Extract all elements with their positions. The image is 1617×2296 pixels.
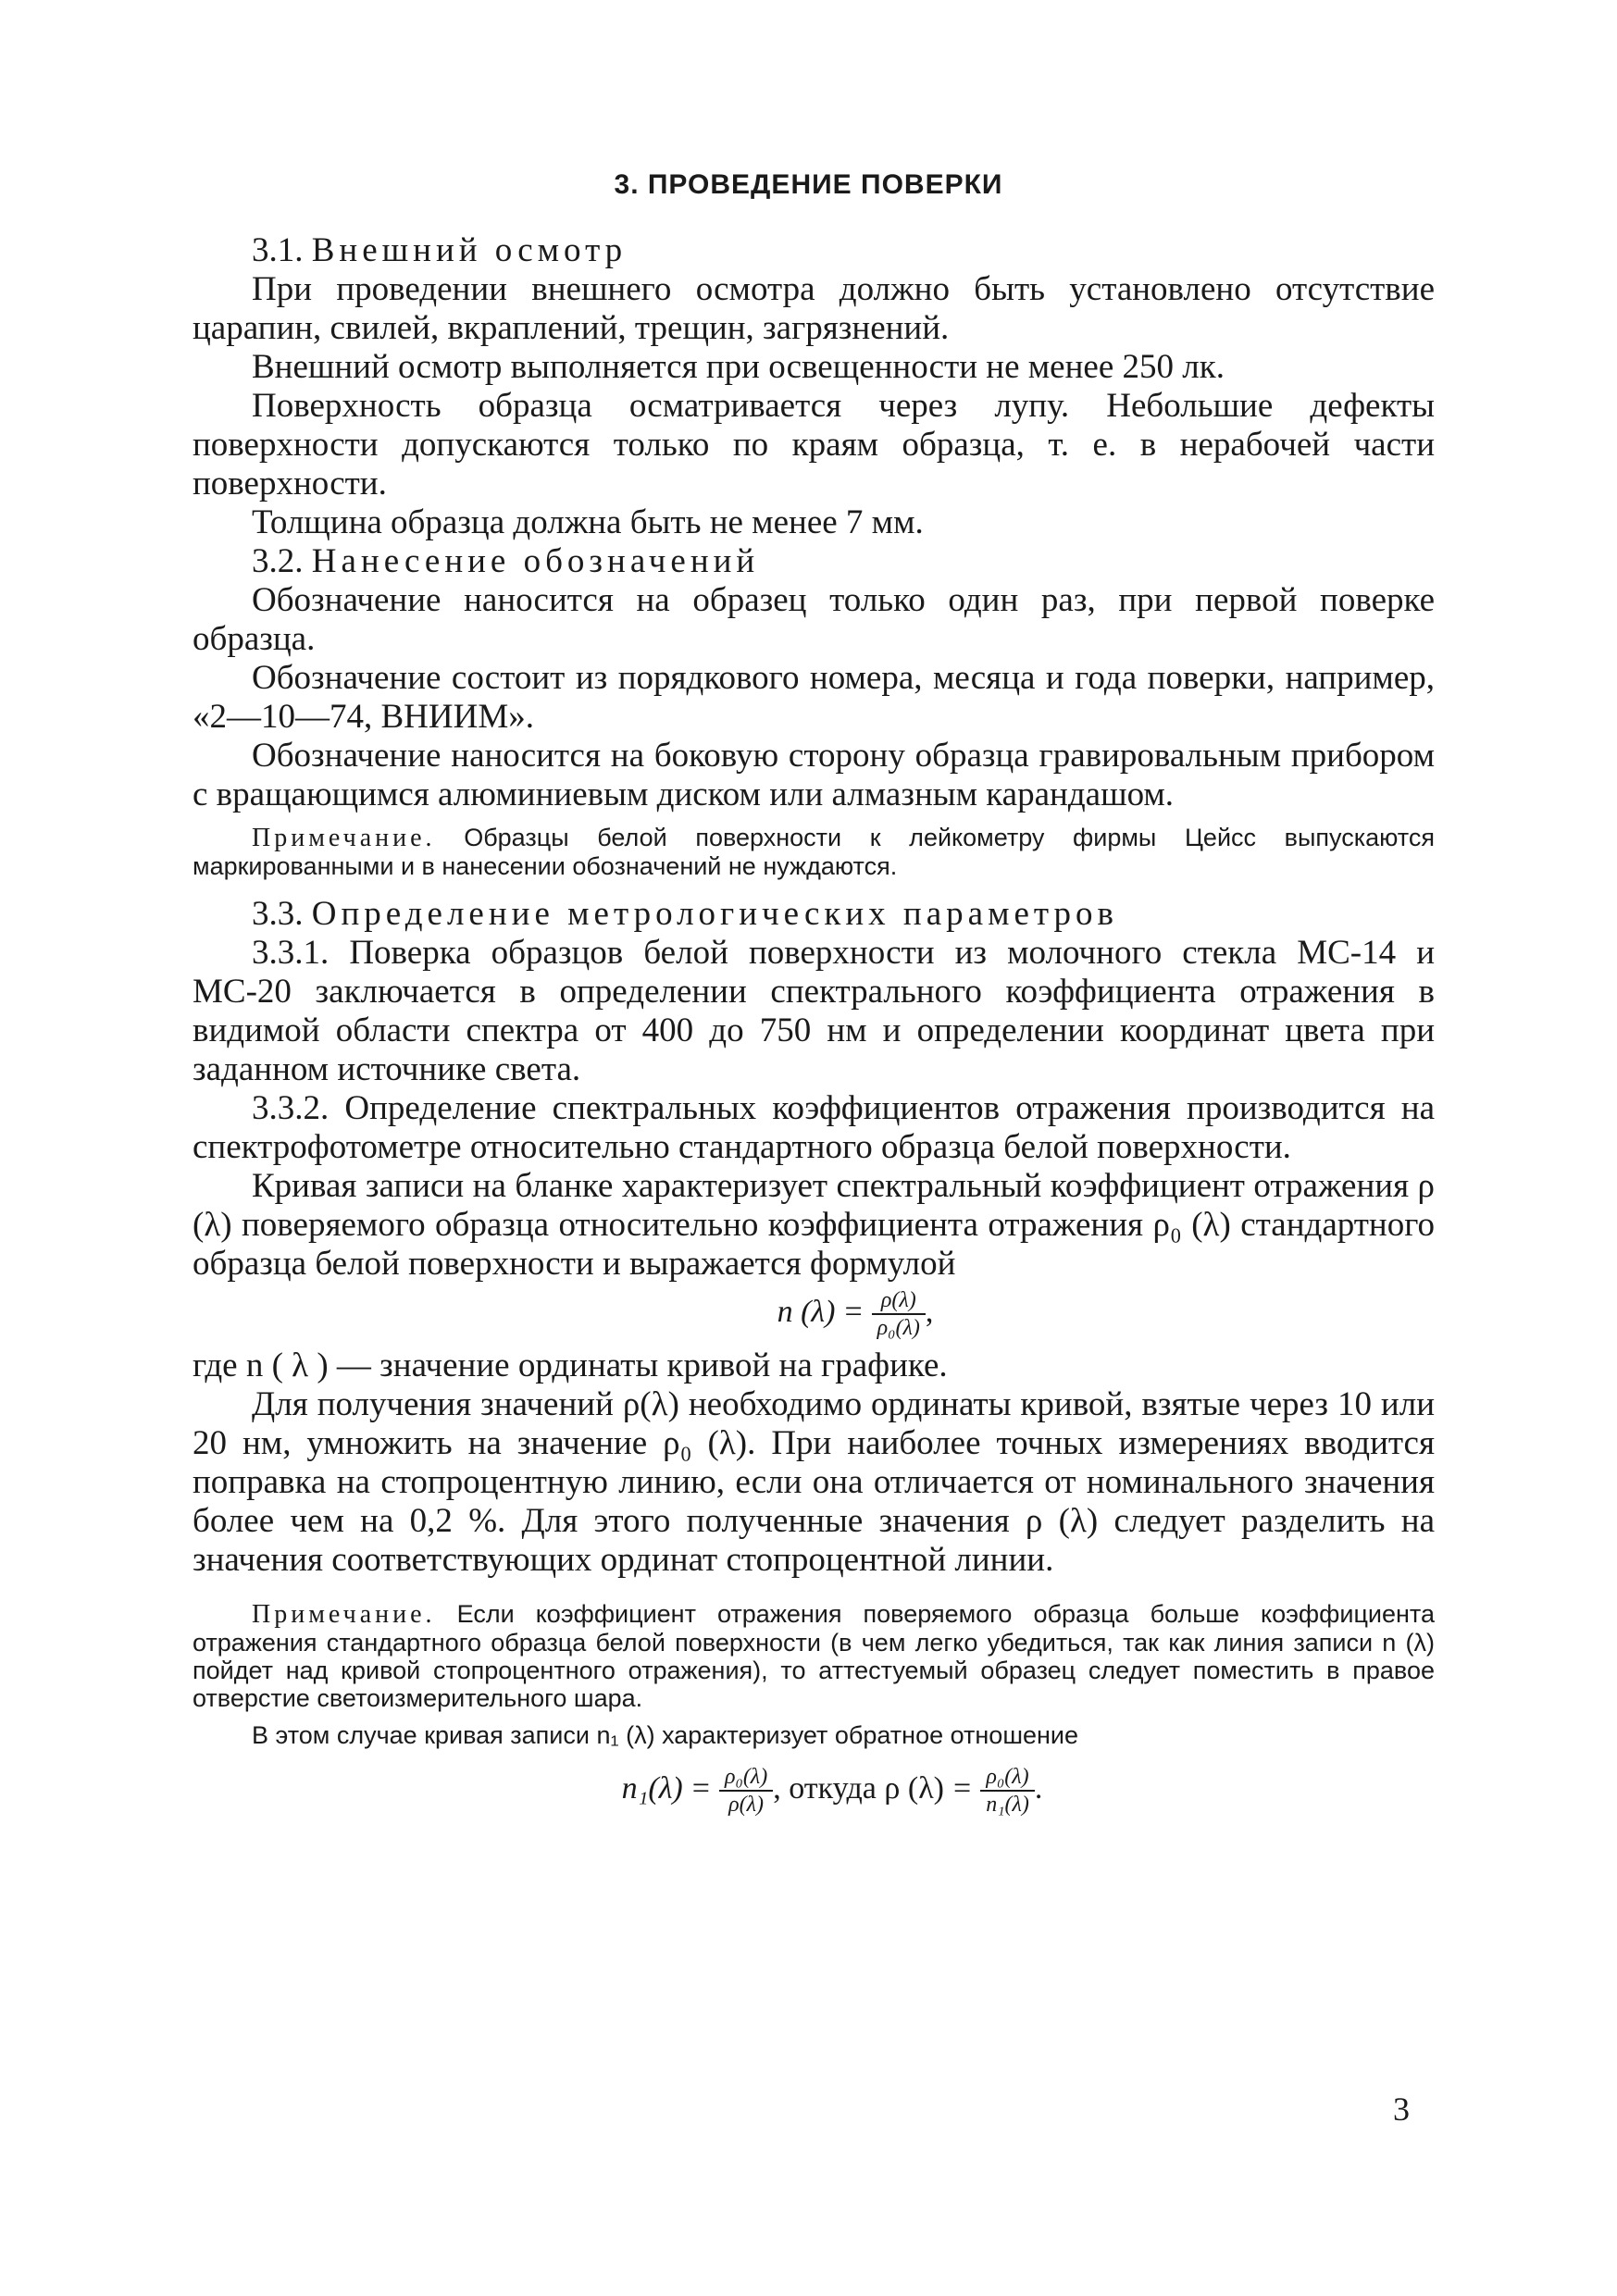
paragraph: где n ( λ ) — значение ординаты кривой на графике. <box>193 1347 948 1384</box>
formula-fraction <box>980 1764 1035 1818</box>
subsection-title: Нанесение обозначений <box>311 542 760 580</box>
formula-denominator: ρ₀(λ) <box>877 1316 920 1340</box>
note-text: Образцы белой поверхности к лейкометру фирмы Цейсс выпускаются маркированными и в нанесении обозначений не нуждаются. <box>193 824 1435 880</box>
formula-lhs: n (λ) <box>777 1294 836 1329</box>
note-text: Если коэффициент отражения поверяемого образца больше коэффициента отражения стандартного образца белой поверхности (в чем легко убедиться, так как линия записи n (λ) пойдет над кривой стопроцентного отражения), то аттестуемый образец следует поместить в правое отверстие светоизмерительного шара. <box>193 1600 1435 1712</box>
note-label: Примечание. <box>252 824 436 852</box>
paragraph: При проведении внешнего осмотра должно быть установлено отсутствие царапин, свилей, вкраплений, трещин, загрязнений. <box>193 270 1435 347</box>
subsection-number: 3.3. <box>252 895 304 933</box>
section-heading: 3. ПРОВЕДЕНИЕ ПОВЕРКИ <box>614 169 1003 200</box>
subsection-3-2-heading <box>193 542 1435 581</box>
paragraph: Обозначение наносится на боковую сторону образца гравировальным прибором с вращающимся алюминиевым диском или алмазным карандашом. <box>193 737 1435 813</box>
formula-lhs: n₁(λ) <box>621 1770 683 1806</box>
formula-connector: , откуда ρ (λ) <box>773 1770 944 1806</box>
paragraph: Обозначение наносится на образец только один раз, при первой поверке образца. <box>193 581 1435 658</box>
formula-numerator: ρ₀(λ) <box>719 1764 773 1792</box>
note-label: Примечание. <box>252 1600 436 1629</box>
formula-numerator: ρ(λ) <box>872 1287 926 1315</box>
page-number: 3 <box>1393 2091 1410 2128</box>
formula-n-lambda: n (λ) = $\frac{\rho(\lambda)}{\text{ρ₀(λ)}}$ , <box>777 1288 934 1340</box>
formula-denominator: ρ(λ) <box>728 1793 765 1817</box>
subsection-3-3-heading <box>193 895 1435 934</box>
paragraph: 3.3.1. Поверка образцов белой поверхности из молочного стекла МС-14 и МС-20 заключается в определении спектрального коэффициента отражения в видимой области спектра от 400 до 750 нм и определении координат цвета при заданном источнике света. <box>193 934 1435 1088</box>
formula-numerator: ρ₀(λ) <box>980 1764 1035 1792</box>
paragraph: Внешний осмотр выполняется при освещенности не менее 250 лк. <box>252 348 1225 386</box>
paragraph: Для получения значений ρ(λ) необходимо ординаты кривой, взятые через 10 или 20 нм, умножить на значение ρ₀ (λ). При наиболее точных измерениях вводится поправка на стопроцентную линию, если она отличается от номинального значения более чем на 0,2 %. Для этого полученные значения ρ (λ) следует разделить на значения соответствующих ординат стопроцентной линии. <box>193 1385 1435 1579</box>
paragraph: Толщина образца должна быть не менее 7 мм. <box>252 503 924 541</box>
formula-fraction <box>872 1287 926 1341</box>
note-2 <box>193 1600 1435 1712</box>
note-2-continuation: В этом случае кривая записи n₁ (λ) характеризует обратное отношение <box>252 1721 1079 1749</box>
subsection-title: Внешний осмотр <box>311 231 628 269</box>
formula-fraction <box>719 1764 773 1818</box>
subsection-number: 3.2. <box>252 542 304 580</box>
subsection-3-1-heading <box>193 231 1435 270</box>
note-1 <box>193 824 1435 880</box>
subsection-number: 3.1. <box>252 231 304 269</box>
paragraph: Поверхность образца осматривается через лупу. Небольшие дефекты поверхности допускаются только по краям образца, т. е. в нерабочей части поверхности. <box>193 387 1435 503</box>
formula-n1-lambda: n₁(λ) = $\frac{\text{ρ₀(λ)}}{\rho(\lambda)}$ , откуда ρ (λ) = $\frac{\text{ρ₀(λ)}}{\text{n₁(λ)}}$ . <box>621 1765 1043 1817</box>
paragraph: Кривая записи на бланке характеризует спектральный коэффициент отражения ρ (λ) поверяемого образца относительно коэффициента отражения ρ₀ (λ) стандартного образца белой поверхности и выражается формулой <box>193 1167 1435 1283</box>
formula-denominator: n₁(λ) <box>986 1793 1029 1817</box>
body-text <box>193 231 1435 1823</box>
paragraph: 3.3.2. Определение спектральных коэффициентов отражения производится на спектрофотометре относительно стандартного образца белой поверхности. <box>193 1089 1435 1166</box>
subsection-title: Определение метрологических параметров <box>311 895 1118 933</box>
paragraph: Обозначение состоит из порядкового номера, месяца и года поверки, например, «2—10—74, ВНИИМ». <box>193 659 1435 736</box>
